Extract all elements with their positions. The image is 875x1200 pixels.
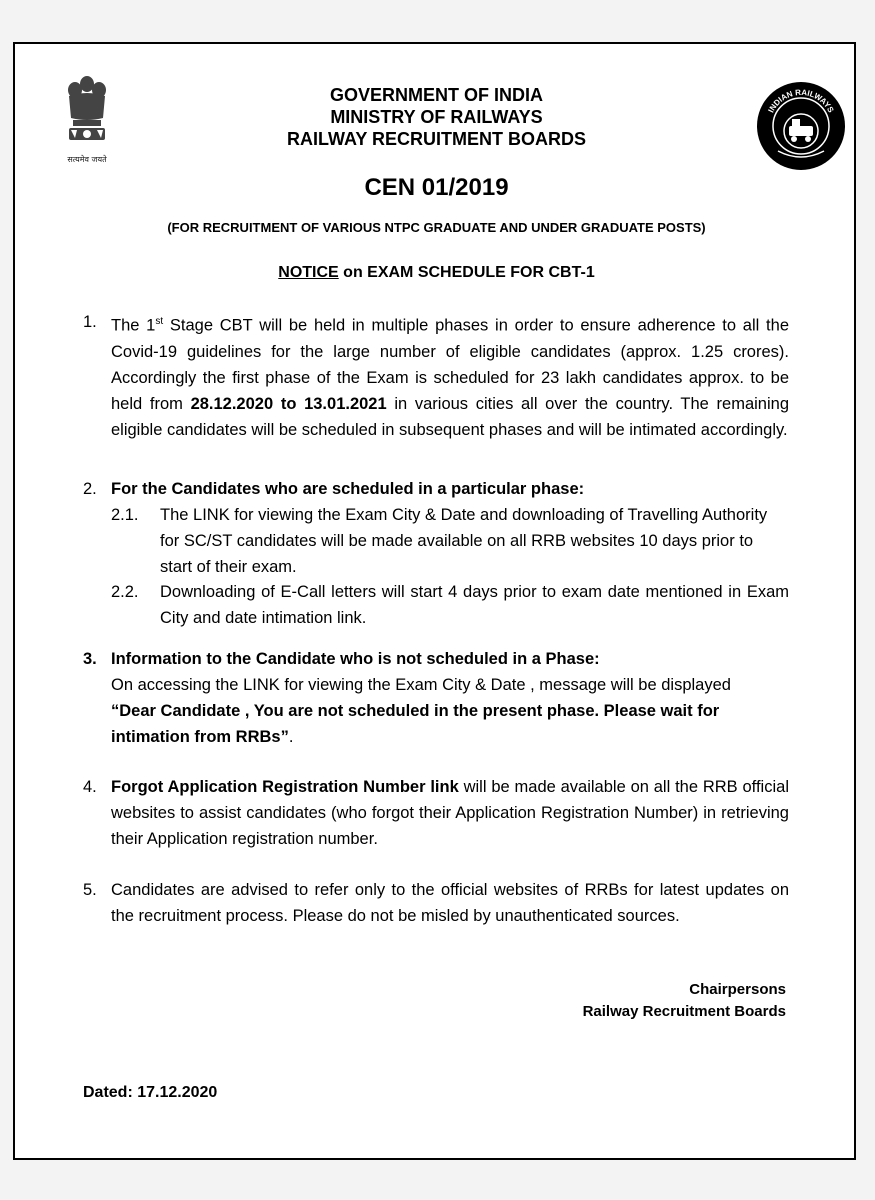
item-5-number: 5. xyxy=(83,881,97,899)
seal-text: INDIAN RAILWAYS xyxy=(766,87,836,115)
item-4-number: 4. xyxy=(83,778,97,796)
item-1-part-a: The 1 xyxy=(111,316,156,335)
recruitment-subtitle: (FOR RECRUITMENT OF VARIOUS NTPC GRADUATE AND UNDER GRADUATE POSTS) xyxy=(167,220,706,235)
emblem-motto: सत्यमेव जयते xyxy=(67,155,107,164)
item-5-text: Candidates are advised to refer only to the official websites of RRBs for latest updates on the recruitment process. Please do not be misled by unauthenticated sources. xyxy=(111,881,789,925)
item-3-text xyxy=(111,672,771,750)
item-3-heading: Information to the Candidate who is not scheduled in a Phase: xyxy=(111,650,600,668)
signature-block xyxy=(583,979,786,1023)
notice-document xyxy=(13,42,856,1160)
item-3-end: . xyxy=(288,728,294,746)
cen-number: CEN 01/2019 xyxy=(364,174,509,201)
item-2-number: 2. xyxy=(83,480,97,498)
dated-line: Dated: 17.12.2020 xyxy=(83,1084,218,1101)
item-3-message-quote: “Dear Candidate , You are not scheduled in the present phase. Please wait for intimation from RRBs” xyxy=(111,702,720,746)
letterhead xyxy=(15,84,858,150)
item-1-part-c: in various cities all over the country. The remaining eligible candidates will be scheduled in subsequent phases and will be intimated accordingly. xyxy=(111,394,789,439)
item-1-exam-dates: 28.12.2020 to 13.01.2021 xyxy=(190,394,387,413)
signature-organization: Railway Recruitment Boards xyxy=(582,1003,786,1020)
item-4-link-name: Forgot Application Registration Number link xyxy=(111,778,459,796)
notice-title-rest: on EXAM SCHEDULE FOR CBT-1 xyxy=(338,264,595,281)
item-2-heading: For the Candidates who are scheduled in a particular phase: xyxy=(111,480,585,498)
item-3-part-a: On accessing the LINK for viewing the Exam City & Date , message will be displayed xyxy=(111,676,731,694)
letterhead-boards: RAILWAY RECRUITMENT BOARDS xyxy=(286,129,587,149)
item-2-1-text: The LINK for viewing the Exam City & Date and downloading of Travelling Authority for SC/ST candidates will be made available on all RRB websites 10 days prior to start of their exam. xyxy=(160,506,768,576)
item-1-superscript: st xyxy=(155,316,164,327)
letterhead-ministry: MINISTRY OF RAILWAYS xyxy=(330,107,543,127)
signature-title: Chairpersons xyxy=(689,981,786,998)
item-4-rest: will be made available on all the RRB official websites to assist candidates (who forgot their Application Registration Number) in retrieving their Application registration number. xyxy=(111,778,789,848)
item-4-text xyxy=(111,774,789,852)
item-2-1-number: 2.1. xyxy=(111,506,139,524)
notice-title-word: NOTICE xyxy=(278,264,339,281)
item-1-text xyxy=(111,309,789,443)
item-3-number: 3. xyxy=(83,650,97,668)
item-2-2-text: Downloading of E-Call letters will start 4 days prior to exam date mentioned in Exam City and date intimation link. xyxy=(160,583,789,627)
item-1-number: 1. xyxy=(83,313,97,331)
letterhead-government: GOVERNMENT OF INDIA xyxy=(329,85,543,105)
notice-title xyxy=(15,264,858,282)
item-2-2-number: 2.2. xyxy=(111,583,139,601)
item-1-part-b: Stage CBT will be held in multiple phases in order to ensure adherence to all the Covid-19 guidelines for the large number of eligible candidates (approx. 1.25 crores). Accordingly the first phase of the Exam is scheduled for 23 lakh candidates approx. to be held from xyxy=(111,316,789,413)
